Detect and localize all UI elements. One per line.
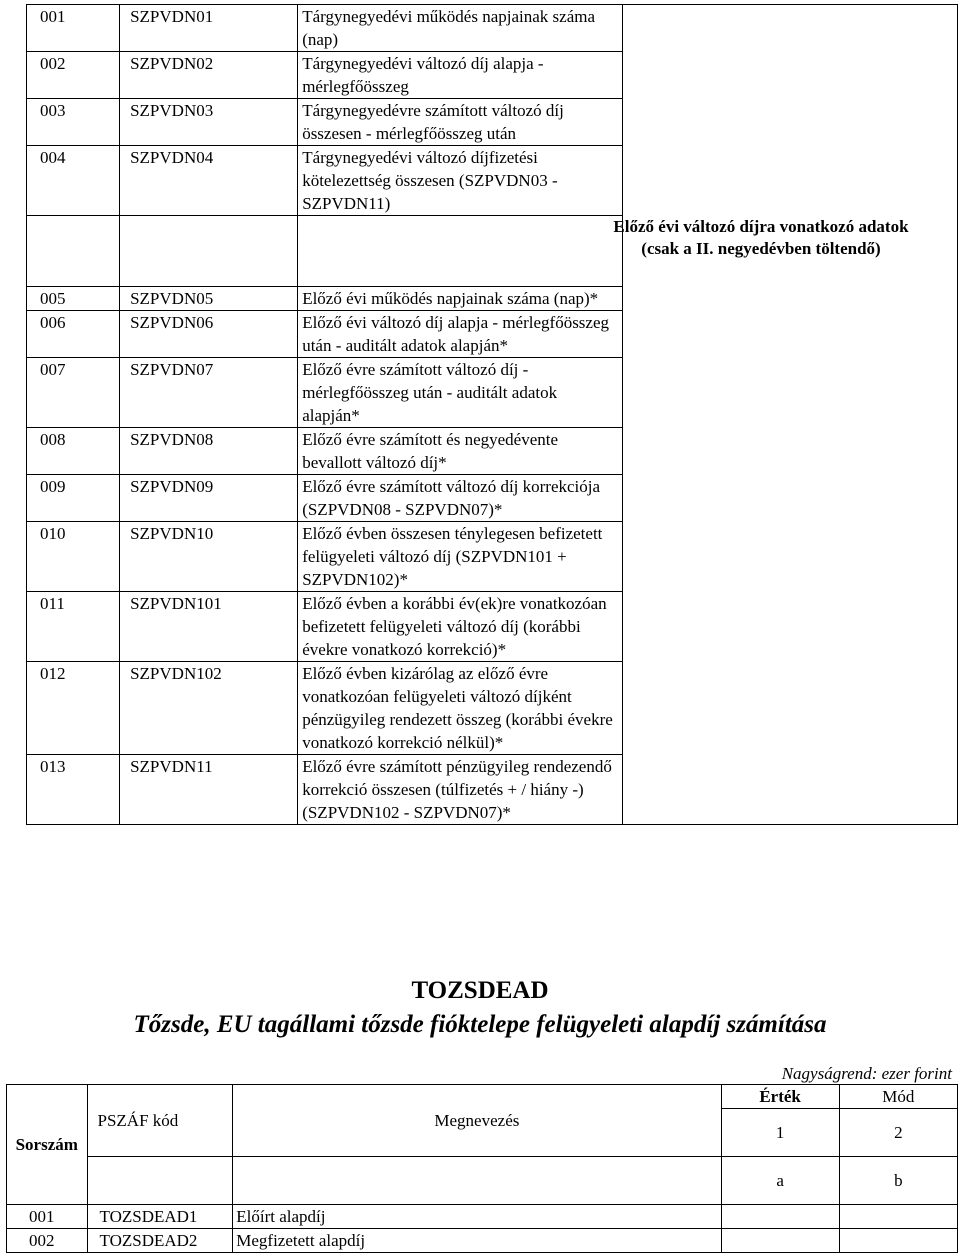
header-col1: 1	[721, 1109, 839, 1157]
row-code: SZPVDN11	[120, 755, 298, 825]
row-name: Előző évi változó díj alapja - mérlegfőösszeg után - auditált adatok alapján*	[298, 311, 623, 358]
value-cell	[721, 1205, 839, 1229]
side-note-cell	[623, 5, 958, 825]
blank-cell	[120, 216, 298, 287]
row-number: 002	[27, 52, 120, 99]
row-number: 008	[27, 428, 120, 475]
variable-fee-table	[26, 4, 958, 825]
row-name: Előírt alapdíj	[233, 1205, 721, 1229]
row-code: SZPVDN09	[120, 475, 298, 522]
row-number: 004	[27, 146, 120, 216]
row-code: SZPVDN05	[120, 287, 298, 311]
section-title: Tőzsde, EU tagállami tőzsde fióktelepe felügyeleti alapdíj számítása	[133, 1011, 827, 1038]
row-number: 002	[7, 1229, 88, 1253]
row-number: 006	[27, 311, 120, 358]
previous-year-note: Előző évi változó díjra vonatkozó adatok (csak a II. negyedévben töltendő)	[613, 217, 909, 258]
row-name: Tárgynegyedévi változó díjfizetési kötelezettség összesen (SZPVDN03 - SZPVDN11)	[298, 146, 623, 216]
value-cell	[721, 1229, 839, 1253]
row-code: SZPVDN07	[120, 358, 298, 428]
header-ertek: Érték	[721, 1085, 839, 1109]
row-name: Előző évben kizárólag az előző évre vonatkozóan felügyeleti változó díjként pénzügyileg rendezett összeg (korábbi évekre vonatkozó korrekció nélkül)*	[298, 662, 623, 755]
row-name: Tárgynegyedévi működés napjainak száma (nap)	[298, 5, 623, 52]
row-code: SZPVDN102	[120, 662, 298, 755]
blank-cell	[298, 216, 623, 287]
header-a: a	[721, 1157, 839, 1205]
row-number: 003	[27, 99, 120, 146]
row-name: Előző évre számított változó díj - mérlegfőösszeg után - auditált adatok alapján*	[298, 358, 623, 428]
row-number: 005	[27, 287, 120, 311]
row-code: SZPVDN08	[120, 428, 298, 475]
header-b: b	[839, 1157, 957, 1205]
row-code: SZPVDN04	[120, 146, 298, 216]
blank-cell	[233, 1157, 721, 1205]
row-code: TOZSDEAD1	[87, 1205, 233, 1229]
row-name: Előző évi működés napjainak száma (nap)*	[298, 287, 623, 311]
table-row	[27, 5, 958, 52]
header-col2: 2	[839, 1109, 957, 1157]
header-megnevezes: Megnevezés	[233, 1085, 721, 1157]
row-number: 009	[27, 475, 120, 522]
row-number: 012	[27, 662, 120, 755]
row-name: Megfizetett alapdíj	[233, 1229, 721, 1253]
row-number: 013	[27, 755, 120, 825]
header-row	[7, 1157, 958, 1205]
section-code: TOZSDEAD	[411, 977, 549, 1004]
row-code: SZPVDN02	[120, 52, 298, 99]
row-number: 001	[27, 5, 120, 52]
row-name: Előző évre számított pénzügyileg rendezendő korrekció összesen (túlfizetés + / hiány -) (SZPVDN102 - SZPVDN07)*	[298, 755, 623, 825]
row-code: TOZSDEAD2	[87, 1229, 233, 1253]
row-number: 010	[27, 522, 120, 592]
header-sorszam: Sorszám	[7, 1085, 88, 1205]
row-code: SZPVDN01	[120, 5, 298, 52]
row-code: SZPVDN10	[120, 522, 298, 592]
row-name: Tárgynegyedévi változó díj alapja - mérlegfőösszeg	[298, 52, 623, 99]
unit-note: Nagyságrend: ezer forint	[781, 1064, 952, 1083]
row-name: Előző évben a korábbi év(ek)re vonatkozóan befizetett felügyeleti változó díj (korábbi évekre vonatkozó korrekció)*	[298, 592, 623, 662]
row-number: 001	[7, 1205, 88, 1229]
row-code: SZPVDN06	[120, 311, 298, 358]
row-number: 007	[27, 358, 120, 428]
blank-cell	[87, 1157, 233, 1205]
blank-cell	[27, 216, 120, 287]
header-mod: Mód	[839, 1085, 957, 1109]
mode-cell	[839, 1229, 957, 1253]
base-fee-table	[6, 1084, 958, 1253]
row-number: 011	[27, 592, 120, 662]
row-name: Előző évben összesen ténylegesen befizetett felügyeleti változó díj (SZPVDN101 + SZPVDN102)*	[298, 522, 623, 592]
mode-cell	[839, 1205, 957, 1229]
table-row	[7, 1205, 958, 1229]
header-kod: PSZÁF kód	[87, 1085, 233, 1157]
row-name: Előző évre számított változó díj korrekciója (SZPVDN08 - SZPVDN07)*	[298, 475, 623, 522]
row-code: SZPVDN101	[120, 592, 298, 662]
row-code: SZPVDN03	[120, 99, 298, 146]
table-row	[7, 1229, 958, 1253]
header-row	[7, 1085, 958, 1109]
row-name: Tárgynegyedévre számított változó díj összesen - mérlegfőösszeg után	[298, 99, 623, 146]
row-name: Előző évre számított és negyedévente bevallott változó díj*	[298, 428, 623, 475]
